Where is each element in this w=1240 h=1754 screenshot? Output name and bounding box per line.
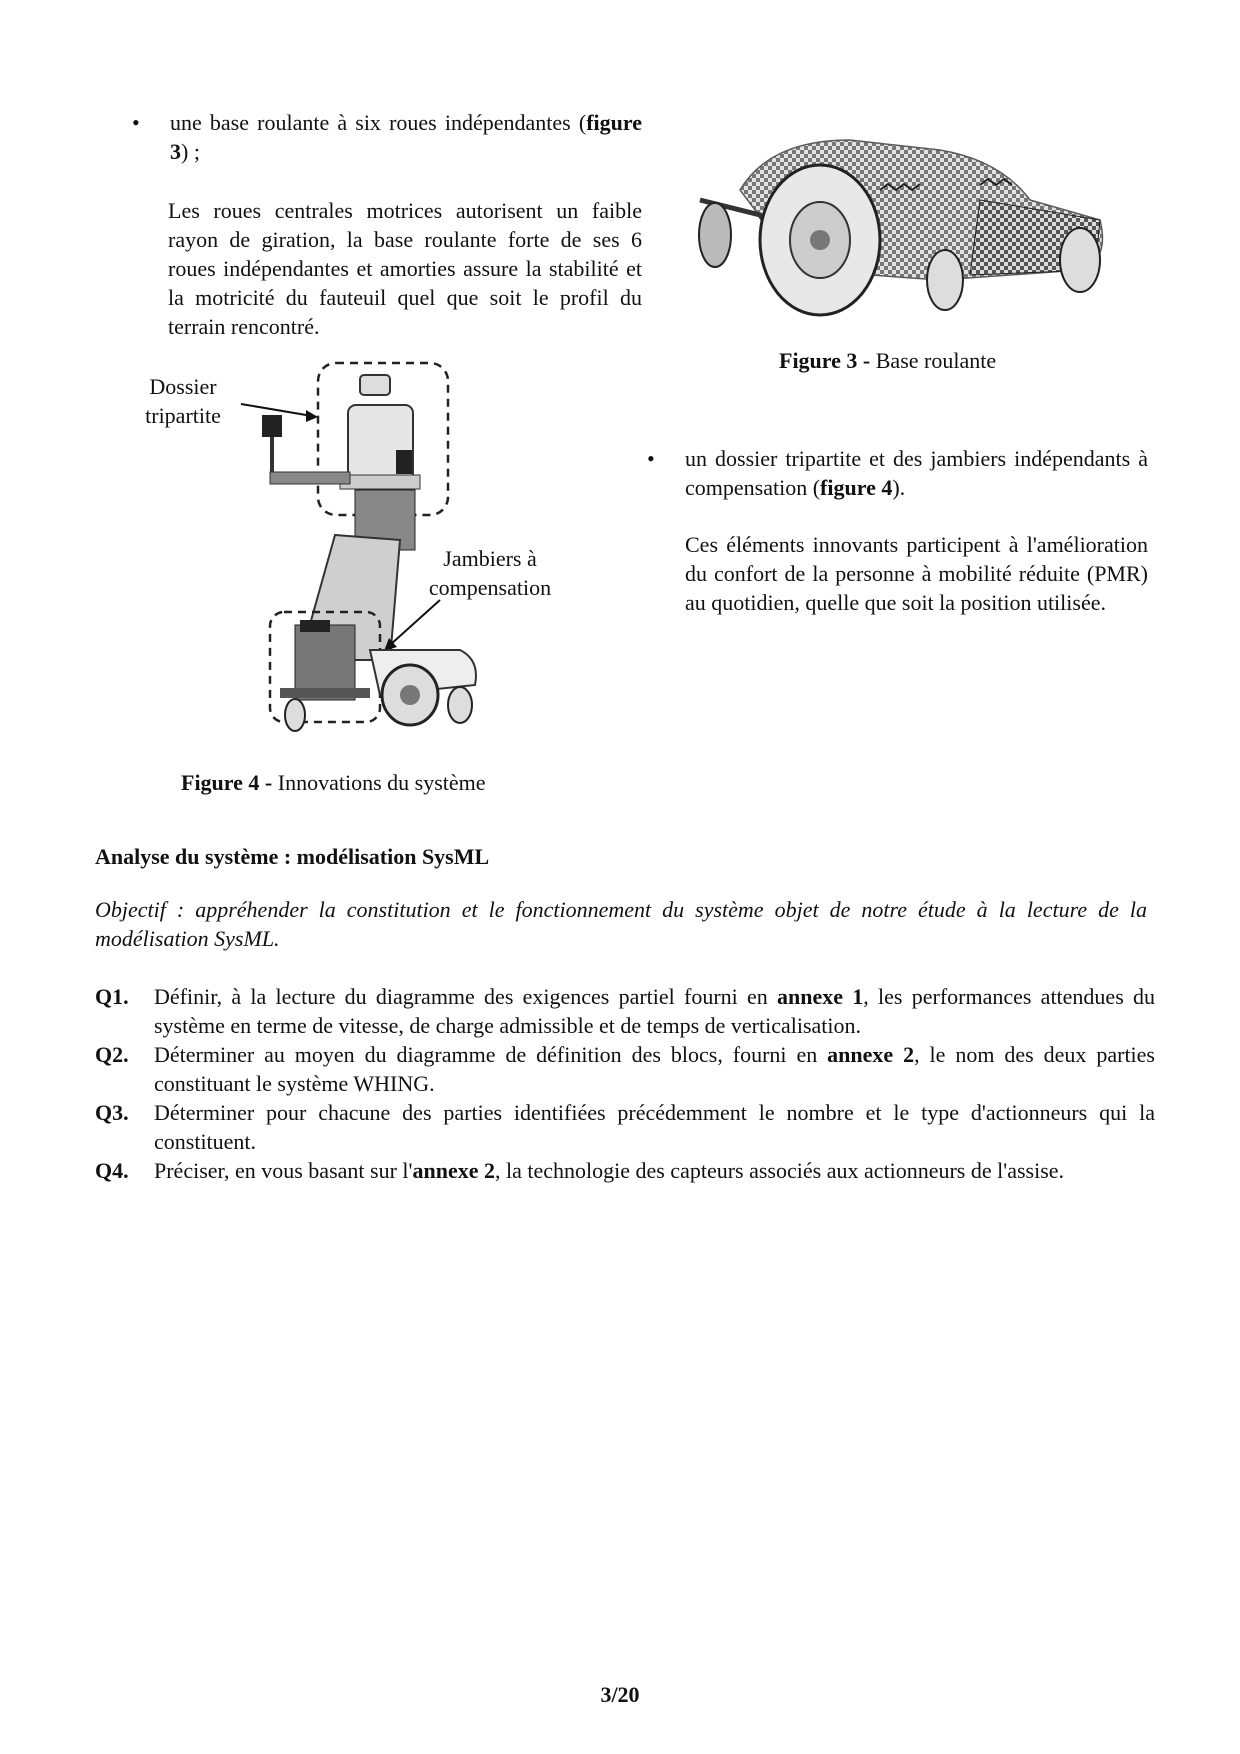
paragraph-elements-innovants: Ces éléments innovants participent à l'amélioration du confort de la personne à mobilité réduite (PMR) au quotidien, quelle que soit la position utilisée. — [685, 532, 1148, 615]
caption-text: Innovations du système — [272, 770, 486, 795]
objective-paragraph: Objectif : appréhender la constitution et le fonctionnement du système objet de notre étude à la lecture de la modélisation SysML. — [95, 897, 1147, 951]
bullet-intro-dossier — [685, 444, 1148, 502]
question-text: Préciser, en vous basant sur l' — [154, 1158, 413, 1183]
question-number: Q1. — [95, 984, 129, 1009]
question-text-end: , le nom des deux parties constituant le système WHING. — [154, 1042, 1155, 1096]
caption-label: Figure 4 - — [181, 770, 273, 795]
intro-text-end: ). — [892, 475, 906, 500]
bullet-intro-base-roulante — [170, 108, 642, 166]
question-number: Q2. — [95, 1042, 129, 1067]
bullet-marker: • — [647, 446, 655, 471]
figure-3-base-roulante-illustration — [680, 110, 1120, 350]
figure-4-caption — [181, 768, 486, 797]
arrow-head-icon — [306, 410, 318, 422]
figure-4-reference: figure 4 — [820, 475, 893, 500]
figure-3-caption — [779, 346, 996, 375]
question-text: Déterminer pour chacune des parties identifiées précédemment le nombre et le type d'actionneurs qui la constituent. — [154, 1100, 1155, 1154]
bullet-marker: • — [132, 110, 140, 135]
intro-text-end: ) ; — [181, 139, 200, 164]
figure-3-reference: figure 3 — [170, 110, 642, 164]
question-number: Q3. — [95, 1100, 129, 1125]
question-text-end: , les performances attendues du système en terme de vitesse, de charge admissible et de temps de verticalisation. — [154, 984, 1155, 1038]
intro-text: un dossier tripartite et des jambiers indépendants à compensation ( — [685, 446, 1148, 500]
section-heading: Analyse du système : modélisation SysML — [95, 844, 490, 869]
annex-reference: annexe 1 — [777, 984, 864, 1009]
question-q3 — [95, 1098, 1155, 1156]
annex-reference: annexe 2 — [827, 1042, 915, 1067]
annex-reference: annexe 2 — [412, 1158, 495, 1183]
label-jambiers-compensation: Jambiers à compensation — [428, 546, 552, 600]
question-text: Définir, à la lecture du diagramme des exigences partiel fourni en — [154, 984, 778, 1009]
question-q2 — [95, 1040, 1155, 1098]
question-q1 — [95, 982, 1155, 1040]
page-number: 3/20 — [600, 1682, 640, 1707]
figure-4-wheelchair-illustration — [240, 360, 540, 760]
caption-text: Base roulante — [870, 348, 997, 373]
label-dossier-tripartite: Dossier tripartite — [145, 374, 221, 428]
question-q4 — [95, 1156, 1155, 1185]
caption-label: Figure 3 - — [779, 348, 871, 373]
paragraph-roues: Les roues centrales motrices autorisent un faible rayon de giration, la base roulante forte de ses 6 roues indépendantes et amorties assure la stabilité et la motricité du fauteuil quel que soit le profil du terrain rencontré. — [168, 198, 642, 339]
question-number: Q4. — [95, 1158, 129, 1183]
question-text: Déterminer au moyen du diagramme de définition des blocs, fourni en — [154, 1042, 828, 1067]
question-text-end: , la technologie des capteurs associés aux actionneurs de l'assise. — [494, 1158, 1065, 1183]
intro-text: une base roulante à six roues indépendantes ( — [170, 110, 587, 135]
